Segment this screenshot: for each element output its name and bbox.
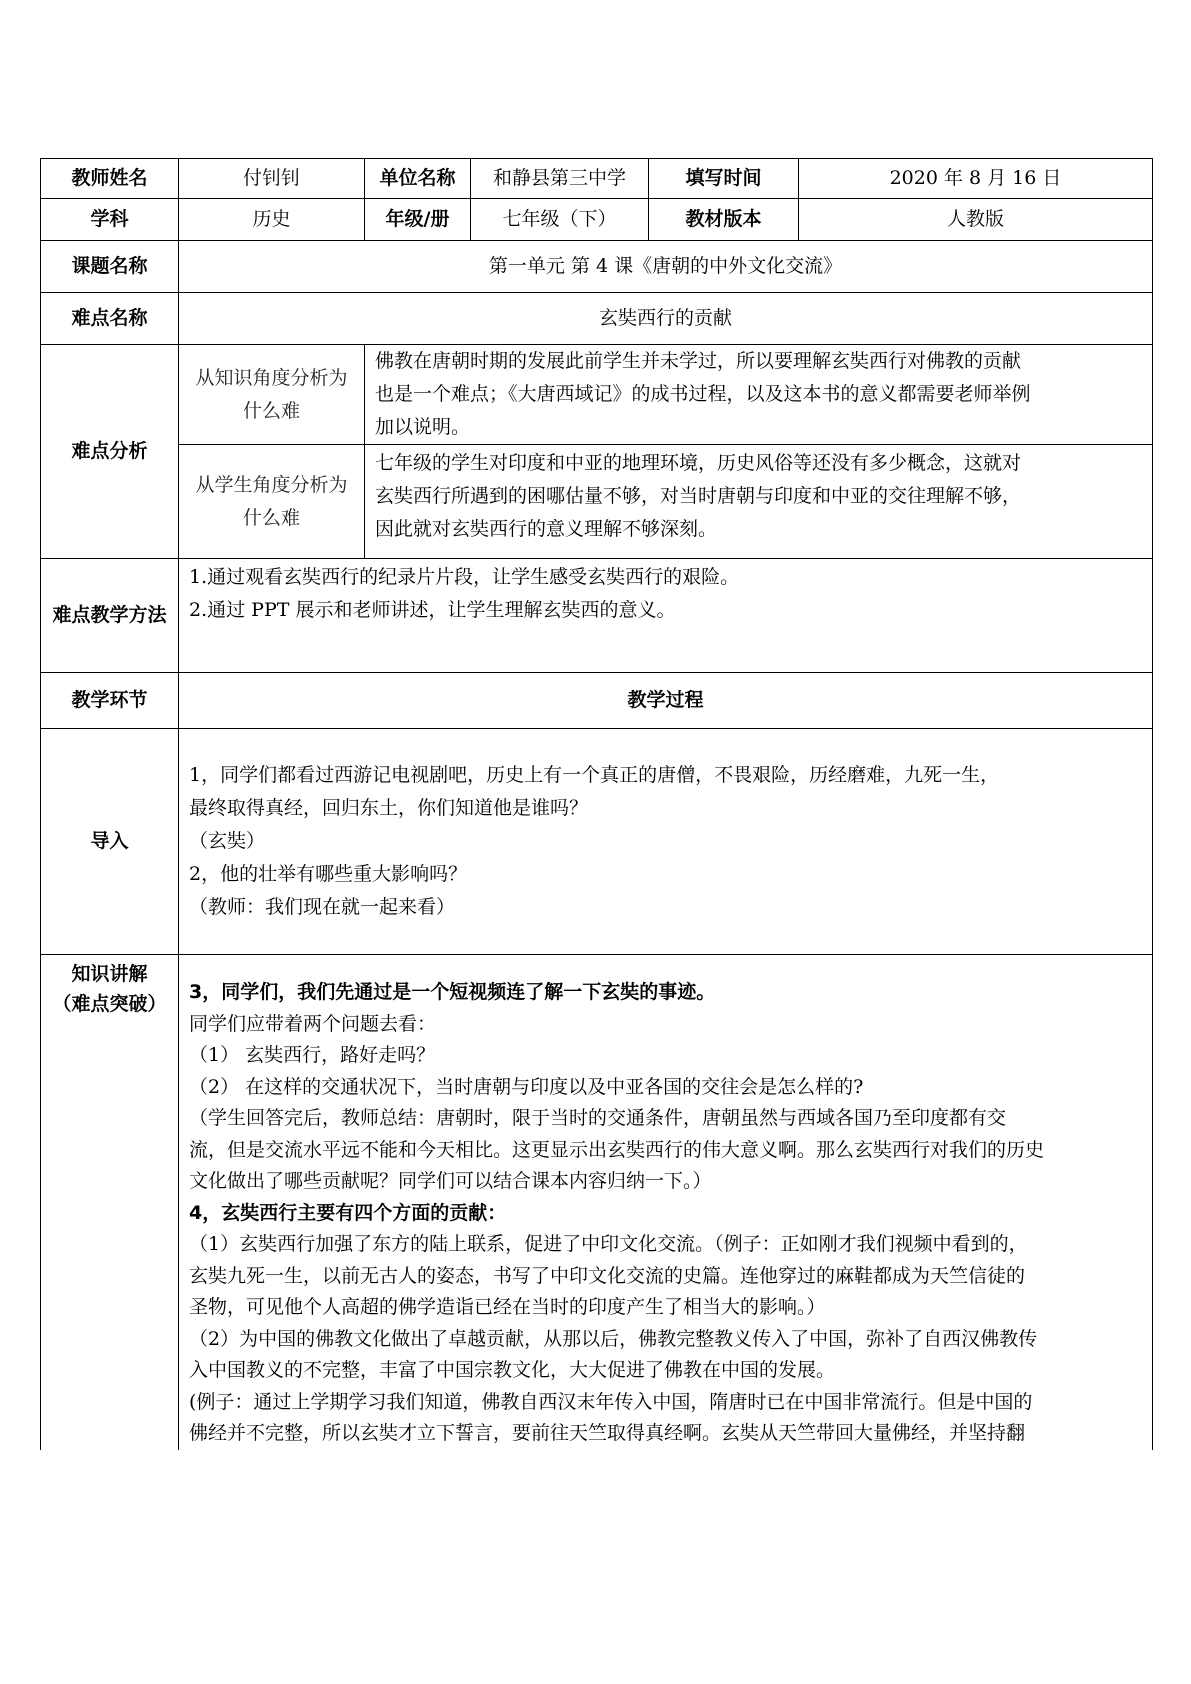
- analysis-label: 难点分析: [41, 345, 179, 559]
- grade-label: 年级/册: [365, 199, 471, 241]
- knowledge-angle-label-line-2: 什么难: [242, 399, 300, 422]
- topic-label: 课题名称: [41, 241, 179, 293]
- header-row-1: [41, 159, 1153, 199]
- text-line: （1） 玄奘西行，路好走吗？: [189, 1044, 436, 1066]
- difficulty-label: 难点名称: [41, 293, 179, 345]
- text-line: 流，但是交流水平远不能和今天相比。这更显示出玄奘西行的伟大意义啊。那么玄奘西行对我们的历史: [189, 1138, 1045, 1161]
- method-label: 难点教学方法: [41, 559, 179, 673]
- text-line: 因此就对玄奘西行的意义理解不够深刻。: [375, 518, 718, 540]
- text-line: 最终取得真经，回归东土，你们知道他是谁吗？: [189, 797, 589, 819]
- teacher-name-label: 教师姓名: [41, 159, 179, 199]
- fill-date-label: 填写时间: [649, 159, 799, 199]
- knowledge-angle-label: [179, 345, 365, 445]
- text-line: 文化做出了哪些贡献呢？同学们可以结合课本内容归纳一下。）: [189, 1170, 712, 1192]
- subject-label: 学科: [41, 199, 179, 241]
- section-heading: 4，玄奘西行主要有四个方面的贡献：: [189, 1201, 507, 1224]
- difficulty-row: [41, 293, 1153, 345]
- text-line: (例子：通过上学期学习我们知道，佛教自西汉末年传入中国，隋唐时已在中国非常流行。但是中国的: [189, 1390, 1033, 1413]
- text-line: 佛经并不完整，所以玄奘才立下誓言，要前往天竺取得真经啊。玄奘从天竺带回大量佛经，并坚持翻: [189, 1422, 1026, 1444]
- knowledge-label-line-2: （难点突破）: [52, 993, 167, 1015]
- student-angle-label-line-2: 什么难: [242, 506, 300, 529]
- process-step-label: 教学环节: [41, 673, 179, 729]
- student-angle-text: [365, 445, 1153, 559]
- intro-row: [41, 729, 1153, 955]
- intro-text: [179, 729, 1153, 955]
- textbook-value: 人教版: [799, 199, 1153, 241]
- section-heading: 3，同学们，我们先通过是一个短视频连了解一下玄奘的事迹。: [189, 981, 716, 1003]
- text-line: 1，同学们都看过西游记电视剧吧，历史上有一个真正的唐僧，不畏艰险，历经磨难，九死一生，: [189, 764, 1000, 786]
- difficulty-value: 玄奘西行的贡献: [179, 293, 1153, 345]
- subject-value: 历史: [179, 199, 365, 241]
- textbook-label: 教材版本: [649, 199, 799, 241]
- text-line: 1.通过观看玄奘西行的纪录片片段，让学生感受玄奘西行的艰险。: [189, 566, 740, 588]
- analysis-row-student: [41, 445, 1153, 559]
- text-line: 玄奘九死一生，以前无古人的姿态，书写了中印文化交流的史篇。连他穿过的麻鞋都成为天竺信徒的: [189, 1264, 1026, 1287]
- school-label: 单位名称: [365, 159, 471, 199]
- text-line: （玄奘）: [189, 830, 266, 852]
- text-line: 2.通过 PPT 展示和老师讲述，让学生理解玄奘西的意义。: [189, 599, 676, 621]
- text-line: （教师：我们现在就一起来看）: [189, 896, 456, 918]
- text-line: （2） 在这样的交通状况下，当时唐朝与印度以及中亚各国的交往会是怎么样的?: [189, 1075, 864, 1098]
- lesson-plan-page: [40, 158, 1152, 1450]
- text-line: （1）玄奘西行加强了东方的陆上联系，促进了中印文化交流。（例子：正如刚才我们视频中看到的，: [189, 1233, 1028, 1255]
- knowledge-angle-label-line-1: 从知识角度分析为: [195, 366, 348, 389]
- knowledge-row: [41, 955, 1153, 1450]
- fill-date-value: 2020 年 8 月 16 日: [799, 159, 1153, 199]
- text-line: 七年级的学生对印度和中亚的地理环境，历史风俗等还没有多少概念，这就对: [375, 452, 1022, 474]
- topic-value: 第一单元 第 4 课《唐朝的中外文化交流》: [179, 241, 1153, 293]
- method-text: [179, 559, 1153, 673]
- student-angle-label: [179, 445, 365, 559]
- topic-row: [41, 241, 1153, 293]
- text-line: 2，他的壮举有哪些重大影响吗？: [189, 863, 468, 885]
- text-line: （学生回答完后，教师总结：唐朝时，限于当时的交通条件，唐朝虽然与西域各国乃至印度都有交: [189, 1107, 1007, 1129]
- knowledge-text: [179, 955, 1153, 1450]
- lesson-plan-table: [40, 158, 1153, 1450]
- text-line: 圣物，可见他个人高超的佛学造诣已经在当时的印度产生了相当大的影响。）: [189, 1296, 826, 1318]
- knowledge-label-line-1: 知识讲解: [71, 963, 148, 985]
- school-value: 和静县第三中学: [471, 159, 649, 199]
- text-line: 同学们应带着两个问题去看：: [189, 1012, 437, 1035]
- grade-value: 七年级（下）: [471, 199, 649, 241]
- teacher-name-value: 付钊钊: [179, 159, 365, 199]
- text-line: （2）为中国的佛教文化做出了卓越贡献，从那以后，佛教完整教义传入了中国，弥补了自西汉佛教传: [189, 1327, 1038, 1350]
- text-line: 佛教在唐朝时期的发展此前学生并未学过，所以要理解玄奘西行对佛教的贡献: [375, 350, 1022, 372]
- process-label: 教学过程: [179, 673, 1153, 729]
- text-line: 入中国教义的不完整，丰富了中国宗教文化，大大促进了佛教在中国的发展。: [189, 1359, 836, 1381]
- student-angle-label-line-1: 从学生角度分析为: [195, 473, 348, 496]
- header-row-2: [41, 199, 1153, 241]
- analysis-row-knowledge: [41, 345, 1153, 445]
- text-line: 玄奘西行所遇到的困哪估量不够，对当时唐朝与印度和中亚的交往理解不够，: [375, 485, 1022, 507]
- method-row: [41, 559, 1153, 673]
- text-line: 也是一个难点；《大唐西域记》的成书过程，以及这本书的意义都需要老师举例: [375, 383, 1031, 405]
- knowledge-label: [41, 955, 179, 1450]
- knowledge-angle-text: [365, 345, 1153, 445]
- intro-label: 导入: [41, 729, 179, 955]
- process-header-row: [41, 673, 1153, 729]
- text-line: 加以说明。: [375, 416, 471, 438]
